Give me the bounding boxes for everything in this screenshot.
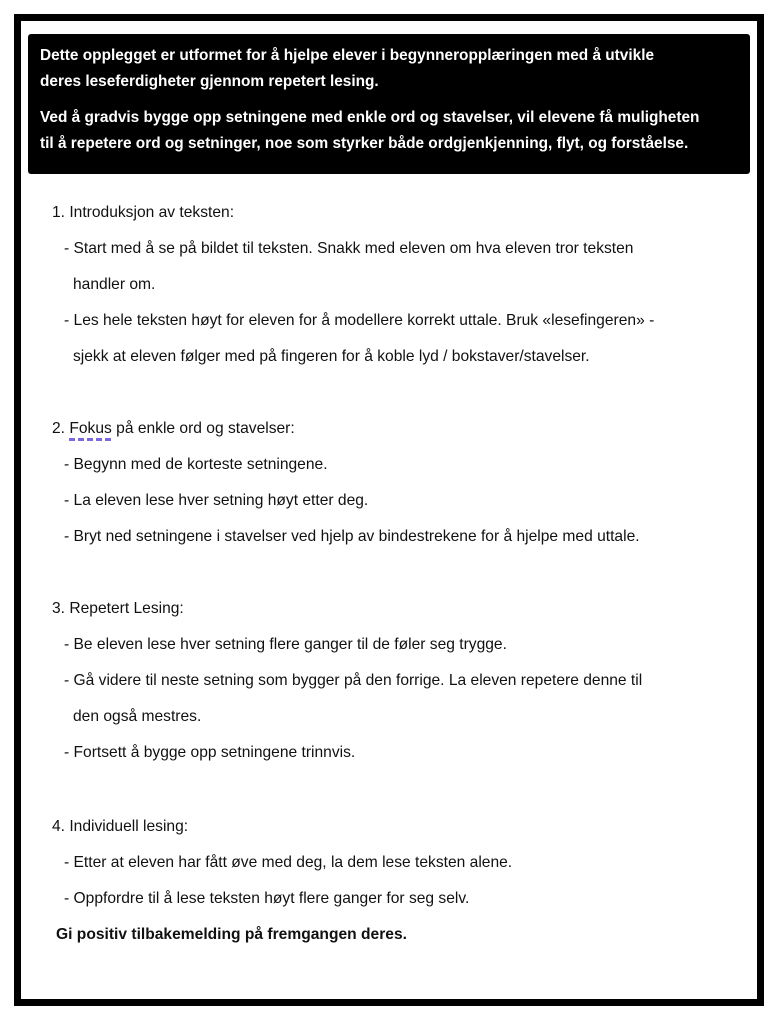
section-3-item-1: - Be eleven lese hver setning flere ganger til de føler seg trygge.: [64, 636, 507, 653]
section-2-heading: [52, 419, 295, 439]
intro-paragraph-2-line-2: til å repetere ord og setninger, noe som styrker både ordgjenkjenning, flyt, og forståelse.: [40, 134, 689, 152]
section-2-item-1: - Begynn med de korteste setningene.: [64, 456, 328, 473]
document-frame: [14, 14, 764, 1006]
section-4-item-2: - Oppfordre til å lese teksten høyt flere ganger for seg selv.: [64, 890, 470, 907]
section-2-heading-number: 2.: [52, 420, 70, 437]
section-1-item-2-line-1: - Les hele teksten høyt for eleven for å modellere korrekt uttale. Bruk «lesefingeren» -: [64, 312, 655, 329]
section-3-item-3: - Fortsett å bygge opp setningene trinnvis.: [64, 744, 356, 761]
section-2-item-3: - Bryt ned setningene i stavelser ved hjelp av bindestrekene for å hjelpe med uttale.: [64, 528, 640, 545]
intro-paragraph-1-line-2: deres leseferdigheter gjennom repetert lesing.: [40, 72, 379, 90]
section-3-item-2-line-1: - Gå videre til neste setning som bygger på den forrige. La eleven repetere denne til: [64, 672, 643, 689]
spellcheck-flagged-word[interactable]: Fokus: [69, 420, 112, 437]
intro-paragraph-1-line-1: Dette opplegget er utformet for å hjelpe elever i begynneropplæringen med å utvikle: [40, 47, 655, 64]
section-1-item-1-line-2: handler om.: [73, 276, 156, 293]
section-1-item-2-line-2: sjekk at eleven følger med på fingeren for å koble lyd / bokstaver/stavelser.: [73, 348, 590, 365]
section-1-item-1-line-1: - Start med å se på bildet til teksten. Snakk med eleven om hva eleven tror teksten: [64, 240, 634, 257]
section-3-item-2-line-2: den også mestres.: [73, 708, 202, 725]
section-2-item-2: - La eleven lese hver setning høyt etter deg.: [64, 492, 369, 509]
section-4-item-1: - Etter at eleven har fått øve med deg, la dem lese teksten alene.: [64, 854, 513, 871]
section-1-heading: 1. Introduksjon av teksten:: [52, 204, 235, 221]
section-2-heading-rest: på enkle ord og stavelser:: [111, 420, 295, 437]
instructions-body: [21, 21, 757, 999]
intro-paragraph-2-line-1: Ved å gradvis bygge opp setningene med enkle ord og stavelser, vil elevene få muligheten: [40, 109, 700, 126]
section-4-heading: 4. Individuell lesing:: [52, 818, 189, 835]
section-3-heading: 3. Repetert Lesing:: [52, 600, 184, 617]
closing-statement: Gi positiv tilbakemelding på fremgangen deres.: [56, 926, 407, 943]
